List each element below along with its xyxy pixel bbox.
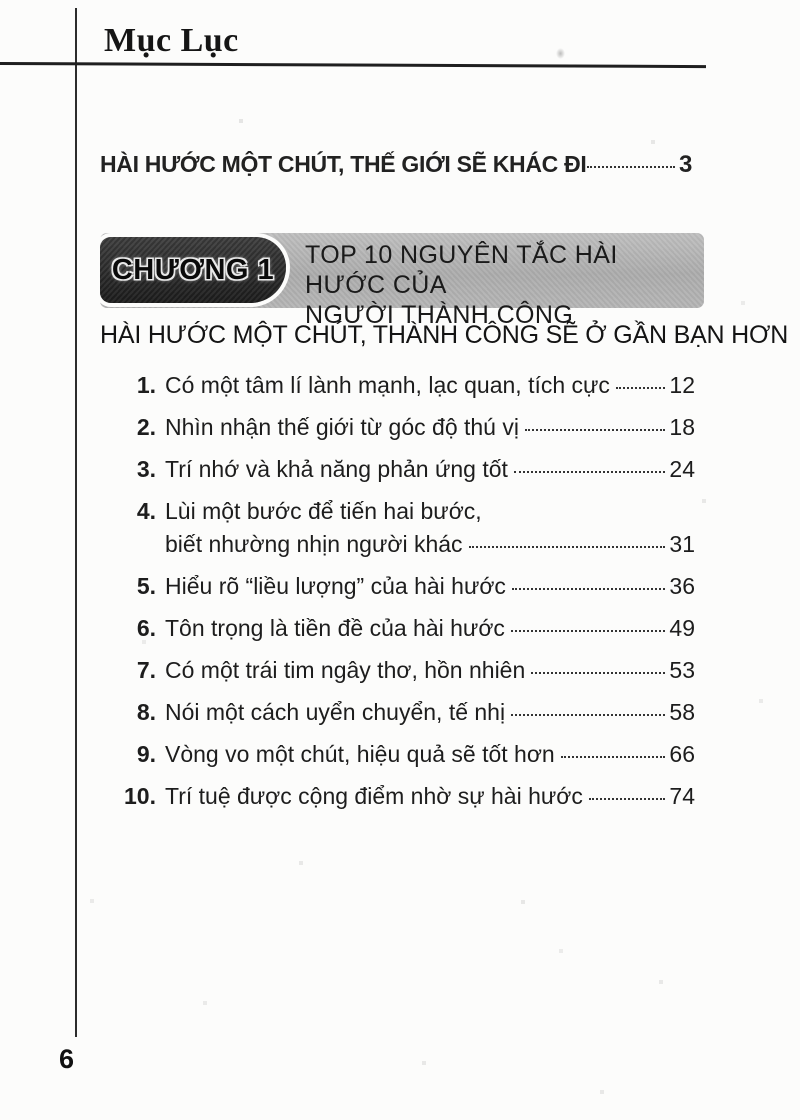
- toc-entry: [114, 570, 695, 603]
- toc-entry: [114, 780, 695, 813]
- toc-entry: [114, 654, 695, 687]
- scan-speckles: [0, 0, 2, 2]
- chapter-title-line2: NGƯỜI THÀNH CÔNG: [305, 301, 574, 329]
- smudge-mark: [556, 48, 565, 59]
- margin-rule: [75, 8, 77, 1037]
- toc-entry: [114, 495, 695, 561]
- entry-title: Nói một cách uyển chuyển, tế nhị: [165, 699, 506, 725]
- entry-page-number: 49: [669, 615, 695, 641]
- entry-title: Có một tâm lí lành mạnh, lạc quan, tích cực: [165, 372, 610, 398]
- page-title: Mục Lục: [104, 22, 239, 59]
- entry-title: Có một trái tim ngây thơ, hồn nhiên: [165, 657, 526, 683]
- footer-page-number: 6: [59, 1044, 75, 1074]
- dot-leader: [469, 546, 666, 548]
- dot-leader: [589, 798, 666, 800]
- entry-page-number: 24: [669, 456, 695, 482]
- dot-leader: [514, 471, 666, 473]
- toc-entry: [114, 411, 695, 444]
- chapter-badge: [100, 237, 286, 303]
- intro-entry-page-number: 3: [678, 151, 692, 178]
- entry-number: 1.: [136, 372, 156, 398]
- dot-leader: [512, 588, 665, 590]
- dot-leader: [616, 387, 665, 389]
- toc-entry: [114, 738, 695, 771]
- entry-number: 9.: [136, 741, 156, 767]
- toc-entry: [114, 612, 695, 645]
- header-rule: [0, 62, 706, 68]
- entry-page-number: 74: [669, 783, 695, 809]
- entry-title: Trí nhớ và khả năng phản ứng tốt: [165, 456, 508, 482]
- dot-leader: [511, 714, 665, 716]
- toc-entry: [114, 696, 695, 729]
- entry-number: 2.: [136, 414, 156, 440]
- entry-page-number: 12: [669, 372, 695, 398]
- entry-page-number: 18: [669, 414, 695, 440]
- dot-leader: [587, 166, 674, 168]
- entry-title: Tôn trọng là tiền đề của hài hước: [165, 615, 505, 641]
- chapter-badge-label: CHƯƠNG 1: [111, 253, 275, 286]
- toc-intro-entry: [100, 151, 692, 179]
- entry-number: 10.: [124, 783, 156, 809]
- entry-page-number: 36: [669, 573, 695, 599]
- entry-title: Hiểu rõ “liều lượng” của hài hước: [165, 573, 506, 599]
- entry-number: 4.: [136, 498, 156, 524]
- entry-number: 5.: [136, 573, 156, 599]
- chapter-title: [305, 240, 696, 330]
- entry-title-line1: Lùi một bước để tiến hai bước,: [165, 498, 482, 524]
- entry-number: 8.: [136, 699, 156, 725]
- entry-title: Vòng vo một chút, hiệu quả sẽ tốt hơn: [165, 741, 555, 767]
- toc-entry: [114, 369, 695, 402]
- chapter-title-line1: TOP 10 NGUYÊN TẮC HÀI HƯỚC CỦA: [305, 241, 618, 299]
- entry-number: 3.: [136, 456, 156, 482]
- dot-leader: [511, 630, 666, 632]
- dot-leader: [525, 429, 665, 431]
- entry-title: Trí tuệ được cộng điểm nhờ sự hài hước: [165, 783, 583, 809]
- entry-number: 7.: [136, 657, 156, 683]
- entry-title: biết nhường nhịn người khác: [165, 531, 463, 557]
- entry-number: 6.: [136, 615, 156, 641]
- section-heading: HÀI HƯỚC MỘT CHÚT, THÀNH CÔNG SẼ Ở GẦN BẠN HƠN: [100, 321, 789, 349]
- dot-leader: [531, 672, 665, 674]
- entry-title: Nhìn nhận thế giới từ góc độ thú vị: [165, 414, 519, 440]
- entry-page-number: 53: [669, 657, 695, 683]
- toc-list: [114, 369, 695, 822]
- chapter-banner: [100, 233, 704, 329]
- entry-page-number: 66: [669, 741, 695, 767]
- entry-page-number: 31: [669, 531, 695, 557]
- intro-entry-title: HÀI HƯỚC MỘT CHÚT, THẾ GIỚI SẼ KHÁC ĐI: [100, 151, 587, 177]
- entry-page-number: 58: [669, 699, 695, 725]
- dot-leader: [561, 756, 666, 758]
- toc-entry: [114, 453, 695, 486]
